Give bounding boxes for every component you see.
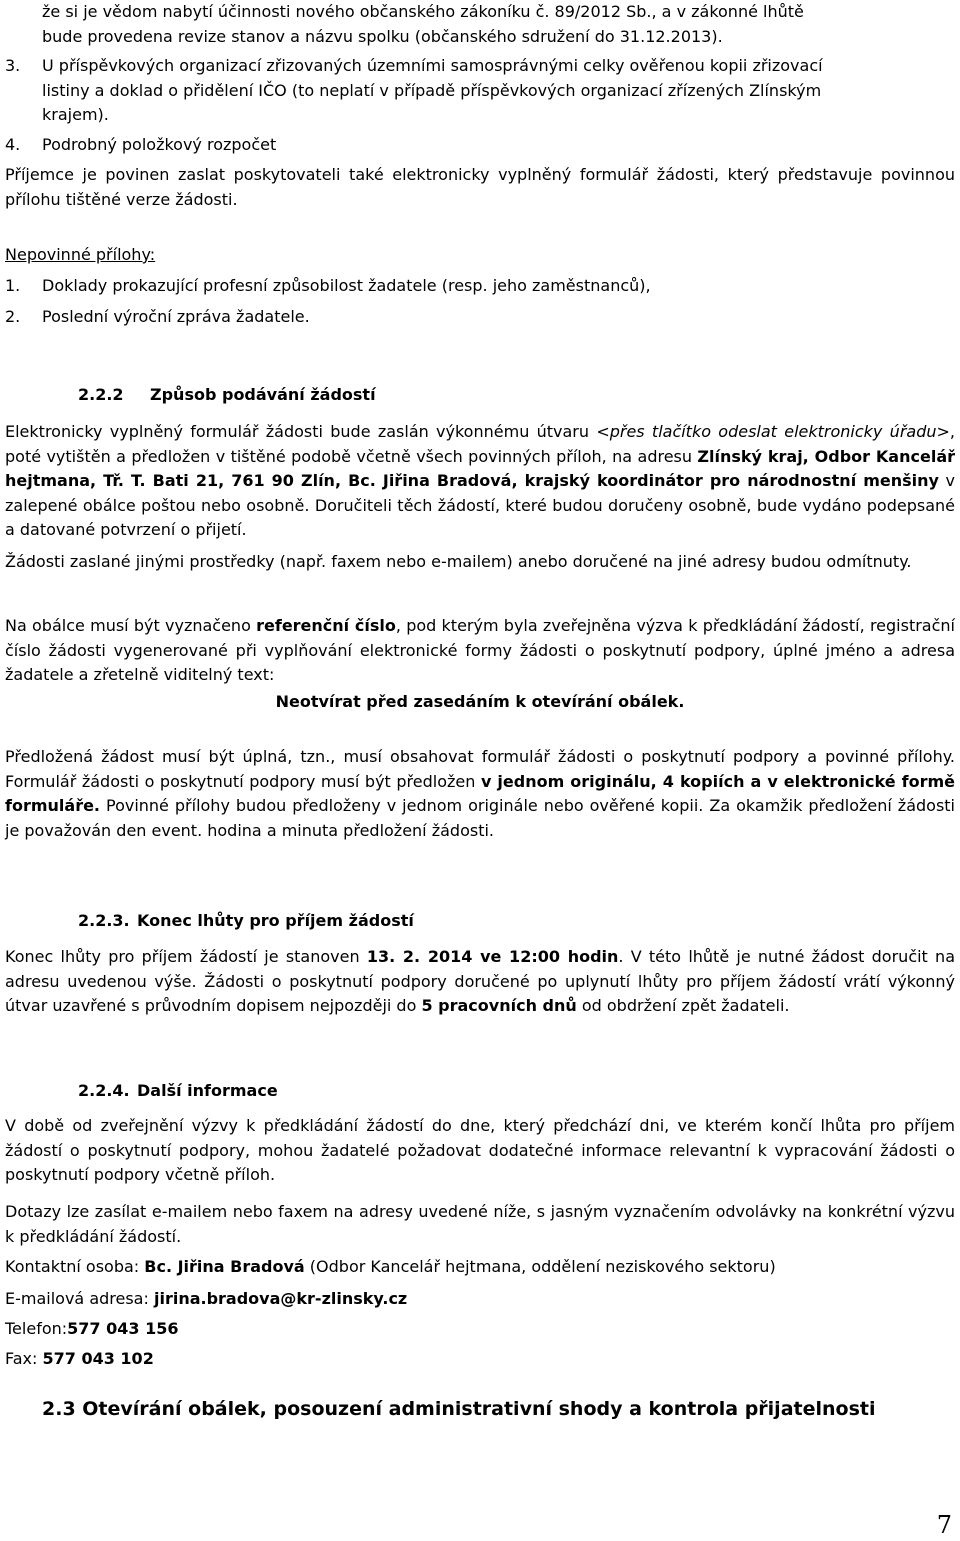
item4-number: 4. xyxy=(5,135,21,154)
optional-item-1-text: Doklady prokazující profesní způsobilost žadatele (resp. jeho zaměstnanců), xyxy=(42,276,651,295)
envelope-text-a: Na obálce musí být vyznačeno xyxy=(5,616,257,635)
optional-item-2-number: 2. xyxy=(5,307,21,326)
reference-number-label: referenční číslo xyxy=(256,616,396,635)
contact-person-department: (Odbor Kancelář hejtmana, oddělení neziskového sektoru) xyxy=(304,1257,776,1276)
section-2-2-2-number: 2.2.2 xyxy=(78,385,124,404)
item4-text: Podrobný položkový rozpočet xyxy=(42,135,277,154)
rejected-applications-note: Žádosti zaslané jinými prostředky (např. faxem nebo e-mailem) anebo doručené na jiné adresy budou odmítnuty. xyxy=(5,552,912,571)
submission-text-a: Elektronicky vyplněný formulář žádosti bude zaslán výkonnému útvaru xyxy=(5,422,597,441)
email-label: E-mailová adresa: xyxy=(5,1289,154,1308)
intro-continuation xyxy=(42,0,955,49)
phone-label: Telefon: xyxy=(5,1319,68,1338)
envelope-text-b: , pod kterým byla zveřejněna výzva k předkládání žádostí, registrační číslo žádosti vygenerované při vyplňování elektronické formy žádosti o poskytnutí podpory, úplné jméno a adresa žadatele a zřetelně viditelný text: xyxy=(5,616,955,684)
intro-line-1: že si je vědom nabytí účinnosti nového občanského zákoníku č. 89/2012 Sb., a v zákonné lhůtě xyxy=(42,2,804,21)
submission-text-c: v zalepené obálce poštou nebo osobně. Doručiteli těch žádostí, které budou doručeny osobně, bude vydáno podepsané a datované potvrzení o přijetí. xyxy=(5,471,955,539)
submission-paragraph xyxy=(5,420,955,543)
additional-info-paragraph: V době od zveřejnění výzvy k předkládání žádostí do dne, který předchází dni, ve kterém končí lhůta pro příjem žádostí o poskytnutí podpory, mohou žadatelé požadovat dodatečné informace relevantní k vypracování žádosti o poskytnutí podpory včetně příloh. xyxy=(5,1116,955,1184)
contact-person xyxy=(5,1255,776,1280)
return-period: 5 pracovních dnů xyxy=(421,996,577,1015)
submit-button-note: <přes tlačítko odeslat elektronicky úřadu> xyxy=(596,422,950,441)
optional-item-1-number: 1. xyxy=(5,276,21,295)
envelope-paragraph xyxy=(5,614,955,688)
deadline-text-c: od obdržení zpět žadateli. xyxy=(576,996,790,1015)
deadline-text-b: . V této lhůtě je nutné žádost doručit na adresu uvedenou výše. Žádosti o poskytnutí podpory doručené po uplynutí lhůty pro příjem žádostí vrátí výkonný útvar uzavřené s průvodním dopisem nejpozději do xyxy=(5,947,956,1015)
optional-attachments-heading: Nepovinné přílohy: xyxy=(5,245,156,264)
envelope-notice: Neotvírat před zasedáním k otevírání obálek. xyxy=(275,692,685,711)
phone-line xyxy=(5,1317,178,1342)
section-2-2-4-title: Další informace xyxy=(137,1081,278,1100)
page-number: 7 xyxy=(936,1511,952,1539)
contact-person-label: Kontaktní osoba: xyxy=(5,1257,145,1276)
section-2-2-3-number: 2.2.3. xyxy=(78,911,130,930)
section-2-2-2-title: Způsob podávání žádostí xyxy=(150,385,376,404)
intro-line-2: bude provedena revize stanov a názvu spolku (občanského sdružení do 31.12.2013). xyxy=(42,26,723,46)
deadline-date: 13. 2. 2014 ve 12:00 hodin xyxy=(366,947,619,966)
completeness-text-a: Předložená žádost musí být úplná, tzn., musí obsahovat formulář žádosti o poskytnutí podpory a povinné přílohy. Formulář žádosti o poskytnutí podpory musí být předložen xyxy=(5,747,955,791)
item3-text xyxy=(42,54,955,128)
item3-line-2: listiny a doklad o přidělení IČO (to neplatí v případě příspěvkových organizací zřízených Zlínským xyxy=(42,80,822,100)
completeness-paragraph xyxy=(5,745,955,843)
email-line xyxy=(5,1287,407,1312)
fax-number: 577 043 102 xyxy=(42,1349,154,1368)
item3-line-1: U příspěvkových organizací zřizovaných územními samosprávnými celky ověřenou kopii zřizovací xyxy=(42,56,823,75)
section-2-2-3-title: Konec lhůty pro příjem žádostí xyxy=(137,911,414,930)
email-address[interactable]: jirina.bradova@kr-zlinsky.cz xyxy=(153,1289,408,1308)
completeness-text-b: Povinné přílohy budou předloženy v jednom originále nebo ověřené kopii. Za okamžik předložení žádosti je považován den event. hodina a minuta předložení žádosti. xyxy=(5,796,955,840)
section-2-3-heading: 2.3 Otevírání obálek, posouzení administrativní shody a kontrola přijatelnosti xyxy=(42,1398,876,1420)
phone-number: 577 043 156 xyxy=(67,1319,179,1338)
deadline-paragraph xyxy=(5,945,955,1019)
item3-line-3: krajem). xyxy=(42,105,109,124)
submission-address: Zlínský kraj, Odbor Kancelář hejtmana, Tř. T. Bati 21, 761 90 Zlín, Bc. Jiřina Bradová, krajský koordinátor pro národnostní menšiny xyxy=(5,446,956,490)
item3-number: 3. xyxy=(5,56,21,75)
contact-person-name: Bc. Jiřina Bradová xyxy=(144,1257,305,1276)
fax-line xyxy=(5,1347,154,1372)
copies-requirement: v jednom originálu, 4 kopiích a v elektronické formě formuláře. xyxy=(5,771,955,815)
questions-paragraph: Dotazy lze zasílat e-mailem nebo faxem na adresy uvedené níže, s jasným vyznačením odvolávky na konkrétní výzvu k předkládání žádostí. xyxy=(5,1202,955,1246)
optional-item-2-text: Poslední výroční zpráva žadatele. xyxy=(42,307,310,326)
recipient-note: Příjemce je povinen zaslat poskytovateli také elektronicky vyplněný formulář žádosti, který představuje povinnou přílohu tištěné verze žádosti. xyxy=(5,165,955,209)
fax-label: Fax: xyxy=(5,1349,43,1368)
deadline-text-a: Konec lhůty pro příjem žádostí je stanoven xyxy=(5,947,367,966)
section-2-2-4-number: 2.2.4. xyxy=(78,1081,130,1100)
submission-text-b: , poté vytištěn a předložen v tištěné podobě včetně všech povinných příloh, na adresu xyxy=(5,422,955,466)
